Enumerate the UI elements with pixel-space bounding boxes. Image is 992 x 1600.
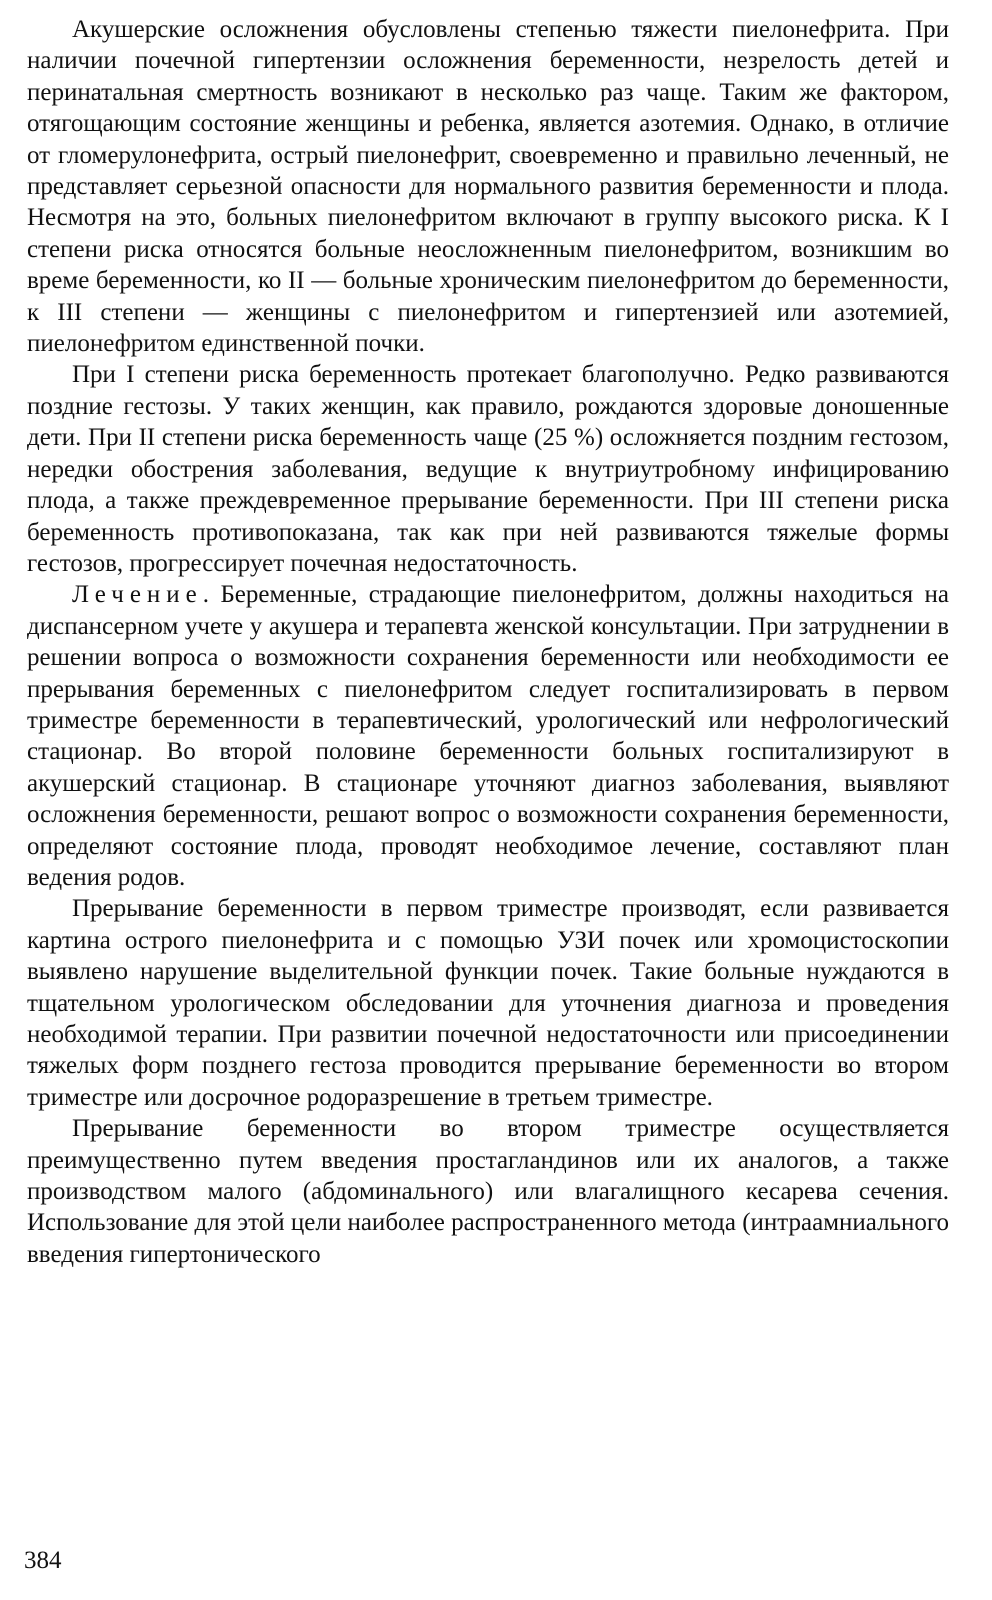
paragraph-first-trimester: Прерывание беременности в первом триместре производят, если развивается картина острого пиелонефрита и с помощью УЗИ почек или хромоцистоскопии выявлено нарушение выделительной функции почек. Такие больные нуждаются в тщательном урологическом обследовании для уточнения диагноза и проведения необходимой терапии. При развитии почечной недостаточности или присоединении тяжелых форм позднего гестоза проводится прерывание беременности во втором триместре или досрочное родоразрешение в третьем триместре. [27,895,949,1111]
paragraph-treatment [27,579,949,893]
body-text [27,14,949,1270]
treatment-text: . Беременные, страдающие пиелонефритом, должны находиться на диспансерном учете у акушера и терапевта женской консультации. При затруднении в решении вопроса о возможности сохранения беременности или необходимости ее прерывания беременных с пиелонефритом следует госпитализировать в первом триместре беременности в терапевтический, урологический или нефрологический стационар. Во второй половине беременности больных госпитализируют в акушерский стационар. В стационаре уточняют диагноз заболевания, выявляют осложнения беременности, решают вопрос о возможности сохранения беременности, определяют состояние плода, проводят необходимое лечение, составляют план ведения родов. [27,581,949,891]
paragraph-second-trimester: Прерывание беременности во втором триместре осуществляется преимущественно путем введения простагландинов или их аналогов, а также производством малого (абдоминального) или влагалищного кесарева сечения. Использование для этой цели наиболее распространенного метода (интраамниального введения гипертонического [27,1115,949,1268]
paragraph-risk-degrees: При I степени риска беременность протекает благополучно. Редко развиваются поздние гестозы. У таких женщин, как правило, рождаются здоровые доношенные дети. При II степени риска беременность чаще (25 %) осложняется поздним гестозом, нередки обострения заболевания, ведущие к внутриутробному инфицированию плода, а также преждевременное прерывание беременности. При III степени риска беременность противопоказана, так как при ней развиваются тяжелые формы гестозов, прогрессирует почечная недостаточность. [27,361,949,577]
treatment-heading: Лечение [72,581,203,609]
page-number: 384 [24,1547,62,1574]
paragraph-obstetric-complications: Акушерские осложнения обусловлены степенью тяжести пиелонефрита. При наличии почечной гипертензии осложнения беременности, незрелость детей и перинатальная смертность возникают в несколько раз чаще. Таким же фактором, отягощающим состояние женщины и ребенка, является азотемия. Однако, в отличие от гломерулонефрита, острый пиелонефрит, своевременно и правильно леченный, не представляет серьезной опасности для нормального развития беременности и плода. Несмотря на это, больных пиелонефритом включают в группу высокого риска. К I степени риска относятся больные неосложненным пиелонефритом, возникшим во време беременности, ко II — больные хроническим пиелонефритом до беременности, к III степени — женщины с пиелонефритом и гипертензией или азотемией, пиелонефритом единственной почки. [27,16,949,358]
